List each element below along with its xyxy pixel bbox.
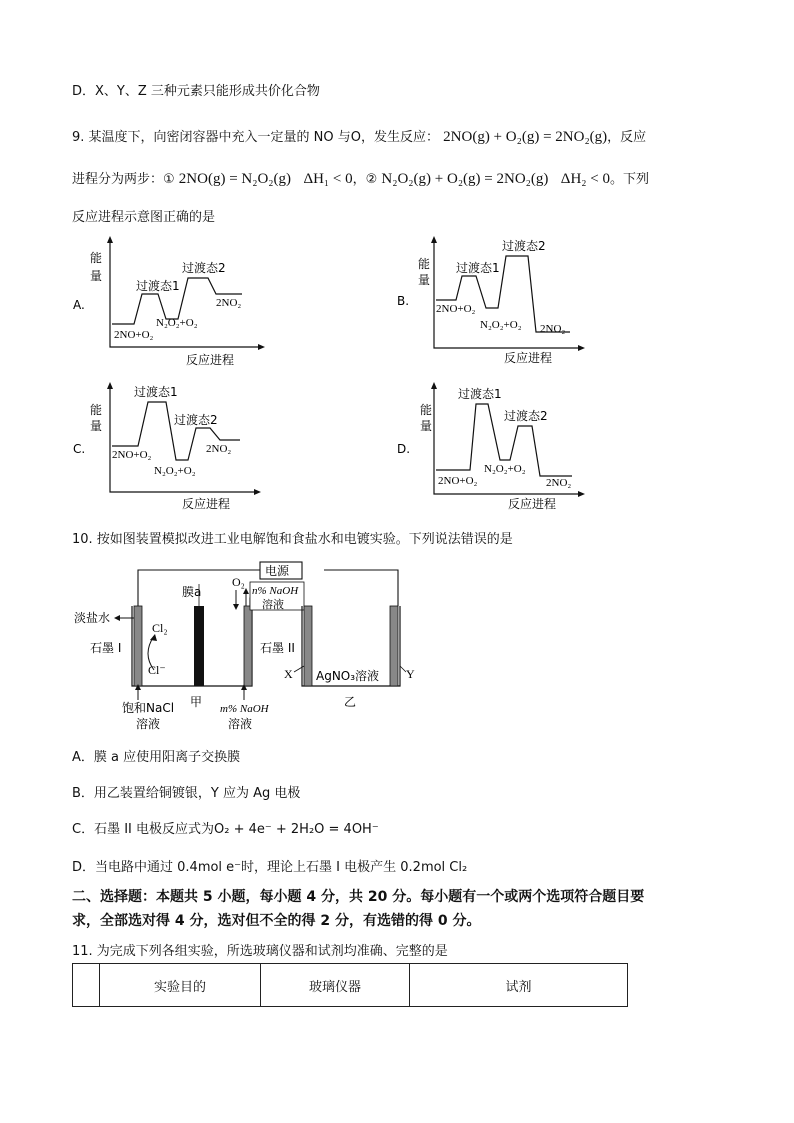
ts1-label: 过渡态1: [136, 279, 180, 293]
ts2-label: 过渡态2: [182, 261, 226, 275]
y-axis-label: 能: [90, 251, 103, 265]
dilute-brine-label: 淡盐水: [74, 611, 111, 625]
q9-stem-post: ，反应: [607, 130, 647, 145]
table-header-cell: 试剂: [410, 964, 628, 1007]
table-header-row: [73, 964, 628, 1007]
membrane-label: 膜a: [182, 585, 202, 599]
y-axis-label: 能: [420, 403, 433, 417]
power-label: 电源: [265, 564, 290, 578]
intermediate-label: N₂O₂+O₂: [480, 319, 522, 331]
ts2-label: 过渡态2: [504, 409, 548, 423]
q9-step1-dh: ΔH₁ < 0: [303, 171, 353, 187]
reactant-label: 2NO+O₂: [438, 475, 478, 487]
ts2-label: 过渡态2: [174, 413, 218, 427]
nacl-inlet-label: 饱和NaCl: [122, 701, 175, 715]
q11-table: [72, 963, 628, 1007]
q10-option-d: D．当电路中通过 0.4mol e⁻时，理论上石墨 I 电极产生 0.2mol Cl₂: [72, 860, 468, 875]
q9-stem-pre: 9. 某温度下，向密闭容器中充入一定量的 NO 与O: [72, 130, 361, 145]
graphite-electrode-2: [244, 606, 252, 686]
y-axis-label: 能: [418, 257, 431, 271]
electrolysis-apparatus: [70, 558, 430, 738]
ts1-label: 过渡态1: [134, 385, 178, 399]
electrode-x: [304, 606, 312, 686]
q9-stem-line1: [72, 126, 646, 146]
table-header-cell: 实验目的: [100, 964, 261, 1007]
o2-label: O₂: [232, 575, 245, 589]
q9-stem-react: ，发生反应：: [361, 130, 440, 145]
y-axis-label: 量: [420, 419, 433, 433]
y-axis-label: 量: [418, 273, 431, 287]
option-letter: D.: [397, 442, 411, 456]
q9-steps-intro: 进程分为两步：①: [72, 172, 175, 187]
q9-step2-equation: N₂O₂(g) + O₂(g) = 2NO₂(g): [381, 171, 549, 187]
graphite-electrode-1: [134, 606, 142, 686]
table-header-cell: [73, 964, 100, 1007]
y-axis-label: 量: [90, 419, 103, 433]
x-axis-label: 反应进程: [182, 497, 231, 511]
cl2-label: Cl₂: [152, 621, 168, 635]
q10-stem: 10. 按如图装置模拟改进工业电解饱和食盐水和电镀实验。下列说法错误的是: [72, 532, 513, 547]
q10-option-c: C．石墨 II 电极反应式为O₂ + 4e⁻ + 2H₂O = 4OH⁻: [72, 822, 379, 837]
intermediate-label: N₂O₂+O₂: [484, 463, 526, 475]
table-header-cell: 玻璃仪器: [261, 964, 410, 1007]
q9-stem-end: 。下列: [609, 172, 649, 187]
ts1-label: 过渡态1: [458, 387, 502, 401]
option-letter: C.: [73, 442, 86, 456]
ts1-label: 过渡态1: [456, 261, 500, 275]
intermediate-label: N₂O₂+O₂: [156, 317, 198, 329]
energy-diagram-b: [394, 232, 614, 370]
product-label: 2NO₂: [216, 297, 242, 309]
q10-option-a: A．膜 a 应使用阳离子交换膜: [72, 750, 241, 765]
electrode-y-label: Y: [406, 667, 415, 681]
x-axis-label: 反应进程: [504, 351, 553, 365]
naoh-inlet-label-2: 溶液: [228, 717, 253, 731]
section2-heading-line2: 求，全部选对得 4 分，选对但不全的得 2 分，有选错的得 0 分。: [72, 913, 481, 929]
naoh-out-label: n% NaOH: [252, 585, 299, 597]
cell-jia-label: 甲: [190, 695, 203, 709]
x-axis-label: 反应进程: [186, 353, 235, 367]
q9-overall-equation: 2NO(g) + O₂(g) = 2NO₂(g): [443, 129, 608, 145]
q9-stem-line2: [72, 168, 649, 188]
option-letter: B.: [397, 294, 410, 308]
x-axis-label: 反应进程: [508, 497, 557, 511]
naoh-out-label-2: 溶液: [262, 598, 284, 611]
section2-heading-line1: 二、选择题：本题共 5 小题，每小题 4 分，共 20 分。每小题有一个或两个选项符合题目要: [72, 889, 645, 905]
q9-step2-intro: ，②: [352, 172, 378, 187]
y-axis-label: 量: [90, 269, 103, 283]
wire: [324, 570, 398, 606]
electrode-x-label: X: [284, 667, 293, 681]
nacl-inlet-label-2: 溶液: [136, 717, 161, 731]
option-letter: A.: [73, 298, 85, 312]
q8-option-d: D．X、Y、Z 三种元素只能形成共价化合物: [72, 84, 320, 99]
energy-diagram-a: [70, 232, 290, 370]
product-label: 2NO₂: [206, 443, 232, 455]
product-label: 2NO₂: [546, 477, 572, 489]
energy-diagram-d: [394, 378, 614, 516]
q9-step1-equation: 2NO(g) = N₂O₂(g): [178, 171, 292, 187]
q9-stem-line3: 反应进程示意图正确的是: [72, 210, 216, 225]
y-axis-label: 能: [90, 403, 103, 417]
graphite-2-label: 石墨 II: [260, 641, 295, 655]
cl-ion-label: Cl⁻: [148, 663, 166, 677]
graphite-1-label: 石墨 I: [90, 641, 122, 655]
q10-option-b: B．用乙装置给铜镀银，Y 应为 Ag 电极: [72, 786, 301, 801]
q11-stem: 11. 为完成下列各组实验，所选玻璃仪器和试剂均准确、完整的是: [72, 944, 448, 959]
intermediate-label: N₂O₂+O₂: [154, 465, 196, 477]
agno3-label: AgNO₃溶液: [316, 669, 380, 683]
naoh-inlet-label: m% NaOH: [220, 703, 269, 715]
q9-step2-dh: ΔH₂ < 0: [560, 171, 610, 187]
reactant-label: 2NO+O₂: [436, 303, 476, 315]
cell-yi-label: 乙: [344, 695, 357, 709]
product-label: 2NO₂: [540, 323, 566, 335]
membrane-a: [194, 606, 204, 686]
reactant-label: 2NO+O₂: [114, 329, 154, 341]
electrode-y: [390, 606, 398, 686]
reactant-label: 2NO+O₂: [112, 449, 152, 461]
energy-diagram-c: [70, 378, 290, 516]
ts2-label: 过渡态2: [502, 239, 546, 253]
